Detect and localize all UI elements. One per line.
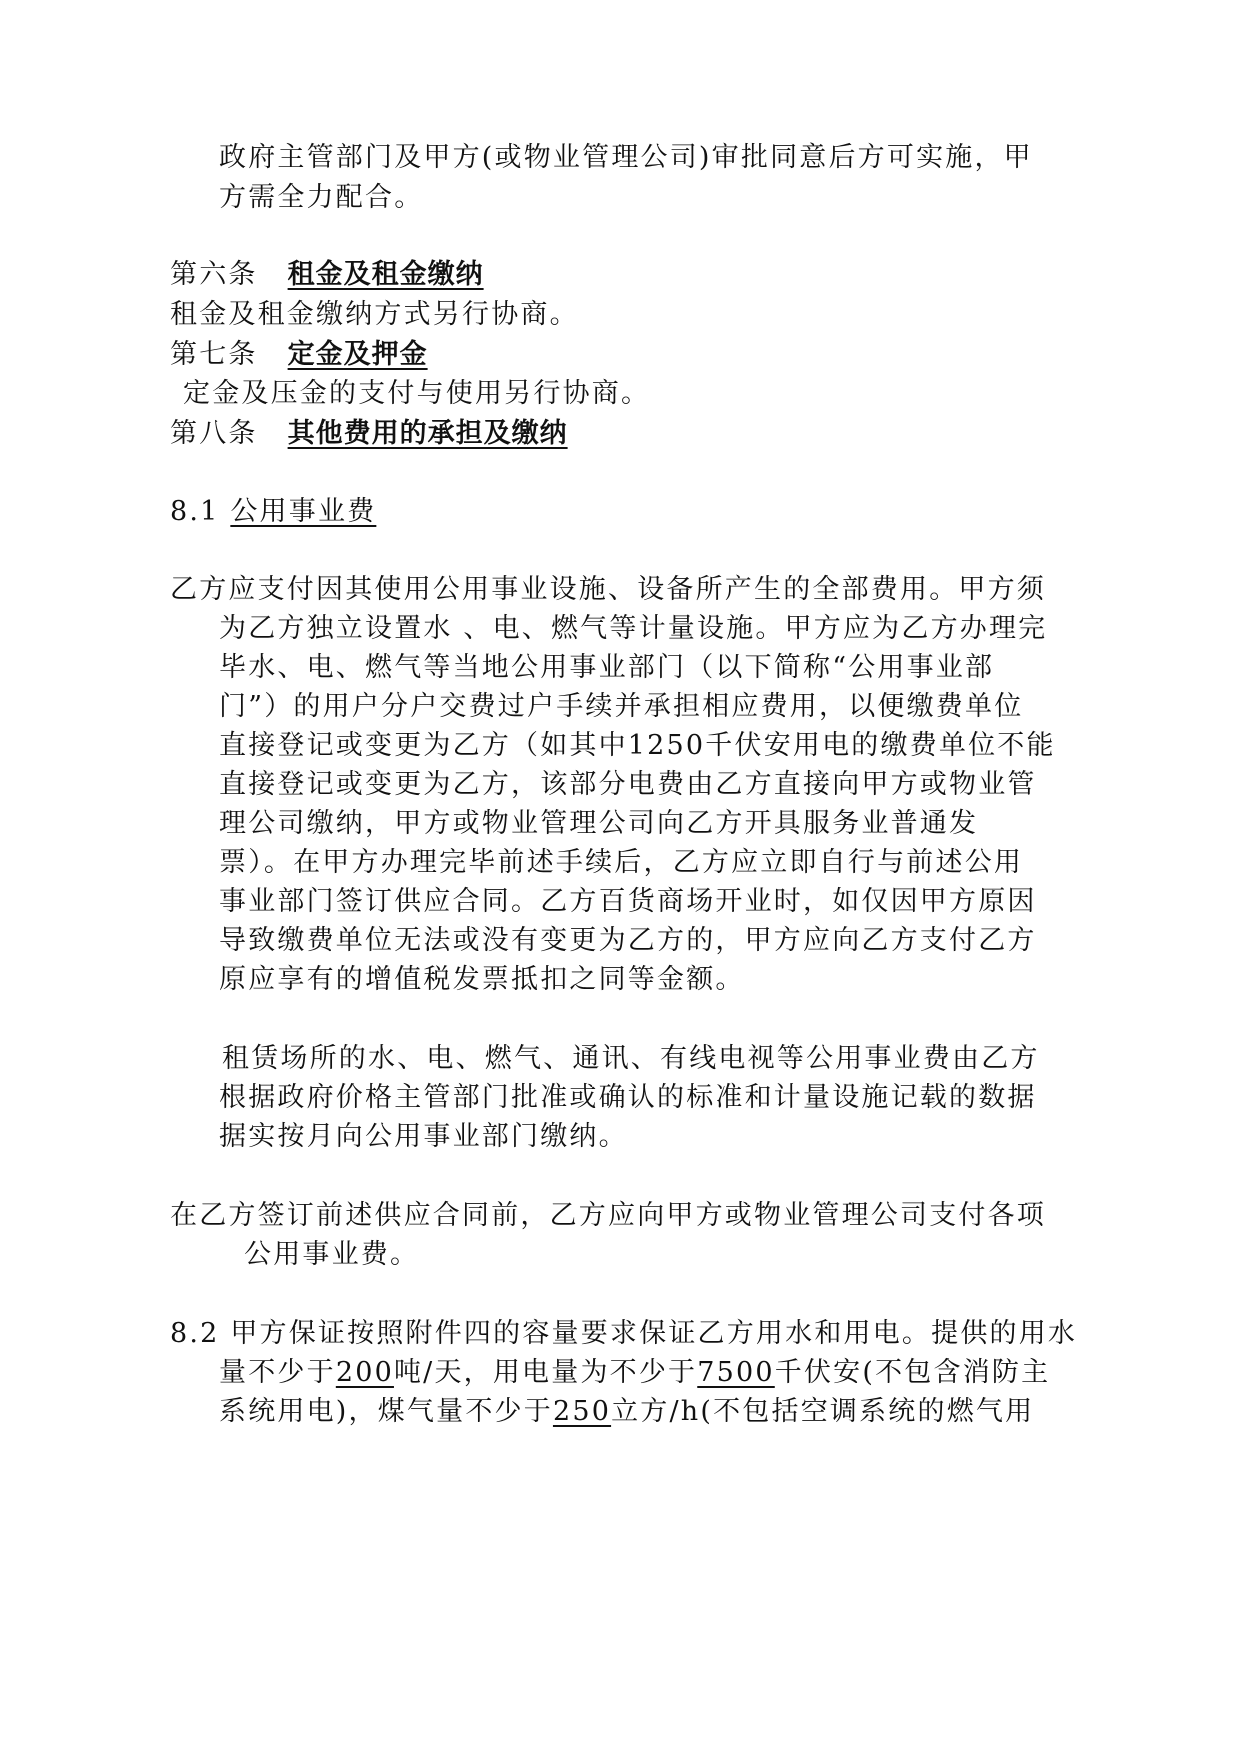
article-6-body: 租金及租金缴纳方式另行协商。 — [170, 299, 579, 330]
para-1-line: 票）。在甲方办理完毕前述手续后，乙方应立即自行与前述公用 — [219, 847, 1024, 878]
article-6-number: 第六条 — [170, 259, 258, 290]
article-8-title: 其他费用的承担及缴纳 — [287, 418, 568, 449]
continuation-line-1: 政府主管部门及甲方(或物业管理公司)审批同意后方可实施，甲 — [219, 142, 1033, 173]
para-3-line: 公用事业费。 — [244, 1239, 420, 1270]
section-8-1-title: 公用事业费 — [230, 496, 377, 527]
article-8-number: 第八条 — [170, 418, 258, 449]
text-segment: 千伏安(不包含消防主 — [774, 1357, 1051, 1388]
section-8-1-number: 8.1 — [170, 496, 220, 527]
section-8-2-line-3 — [219, 1394, 1034, 1430]
section-8-1-heading — [170, 494, 376, 530]
gas-amount: 250 — [552, 1396, 612, 1427]
article-8-heading — [170, 416, 568, 452]
para-1-line: 理公司缴纳，甲方或物业管理公司向乙方开具服务业普通发 — [219, 808, 979, 839]
text-segment: 吨/天，用电量为不少于 — [393, 1357, 698, 1388]
water-amount: 200 — [335, 1357, 394, 1388]
para-1-line: 毕水、电、燃气等当地公用事业部门（以下简称“公用事业部 — [219, 652, 995, 683]
para-1-line: 直接登记或变更为乙方（如其中1250千伏安用电的缴费单位不能 — [219, 730, 1056, 761]
section-8-2-line-2 — [219, 1355, 1050, 1391]
para-2-line: 据实按月向公用事业部门缴纳。 — [219, 1121, 628, 1152]
text-segment: 量不少于 — [219, 1357, 336, 1388]
para-1-line: 直接登记或变更为乙方，该部分电费由乙方直接向甲方或物业管 — [219, 769, 1037, 800]
text-segment: 系统用电)，煤气量不少于 — [219, 1396, 553, 1427]
para-1-line: 原应享有的增值税发票抵扣之同等金额。 — [219, 964, 745, 995]
para-1-line: 门”）的用户分户交费过户手续并承担相应费用，以便缴费单位 — [219, 691, 1024, 722]
para-1-line: 导致缴费单位无法或没有变更为乙方的，甲方应向乙方支付乙方 — [219, 925, 1037, 956]
para-3-line: 在乙方签订前述供应合同前，乙方应向甲方或物业管理公司支付各项 — [170, 1200, 1046, 1231]
article-6-title: 租金及租金缴纳 — [287, 259, 484, 290]
section-8-2-line-1: 8.2 甲方保证按照附件四的容量要求保证乙方用水和用电。提供的用水 — [170, 1318, 1078, 1349]
text-segment: 立方/h(不包括空调系统的燃气用 — [611, 1396, 1035, 1427]
article-7-number: 第七条 — [170, 339, 258, 370]
para-2-line: 租赁场所的水、电、燃气、通讯、有线电视等公用事业费由乙方 — [222, 1043, 1040, 1074]
continuation-line-2: 方需全力配合。 — [219, 182, 424, 213]
para-1-line: 乙方应支付因其使用公用事业设施、设备所产生的全部费用。甲方须 — [170, 574, 1046, 605]
para-1-line: 为乙方独立设置水 、电、燃气等计量设施。甲方应为乙方办理完 — [219, 613, 1048, 644]
para-2-line: 根据政府价格主管部门批准或确认的标准和计量设施记载的数据 — [219, 1082, 1037, 1113]
para-1-line: 事业部门签订供应合同。乙方百货商场开业时，如仅因甲方原因 — [219, 886, 1037, 917]
article-6-heading — [170, 257, 484, 293]
article-7-title: 定金及押金 — [287, 339, 428, 370]
article-7-heading — [170, 337, 428, 373]
article-7-body: 定金及压金的支付与使用另行协商。 — [183, 378, 651, 409]
power-amount: 7500 — [697, 1357, 775, 1388]
